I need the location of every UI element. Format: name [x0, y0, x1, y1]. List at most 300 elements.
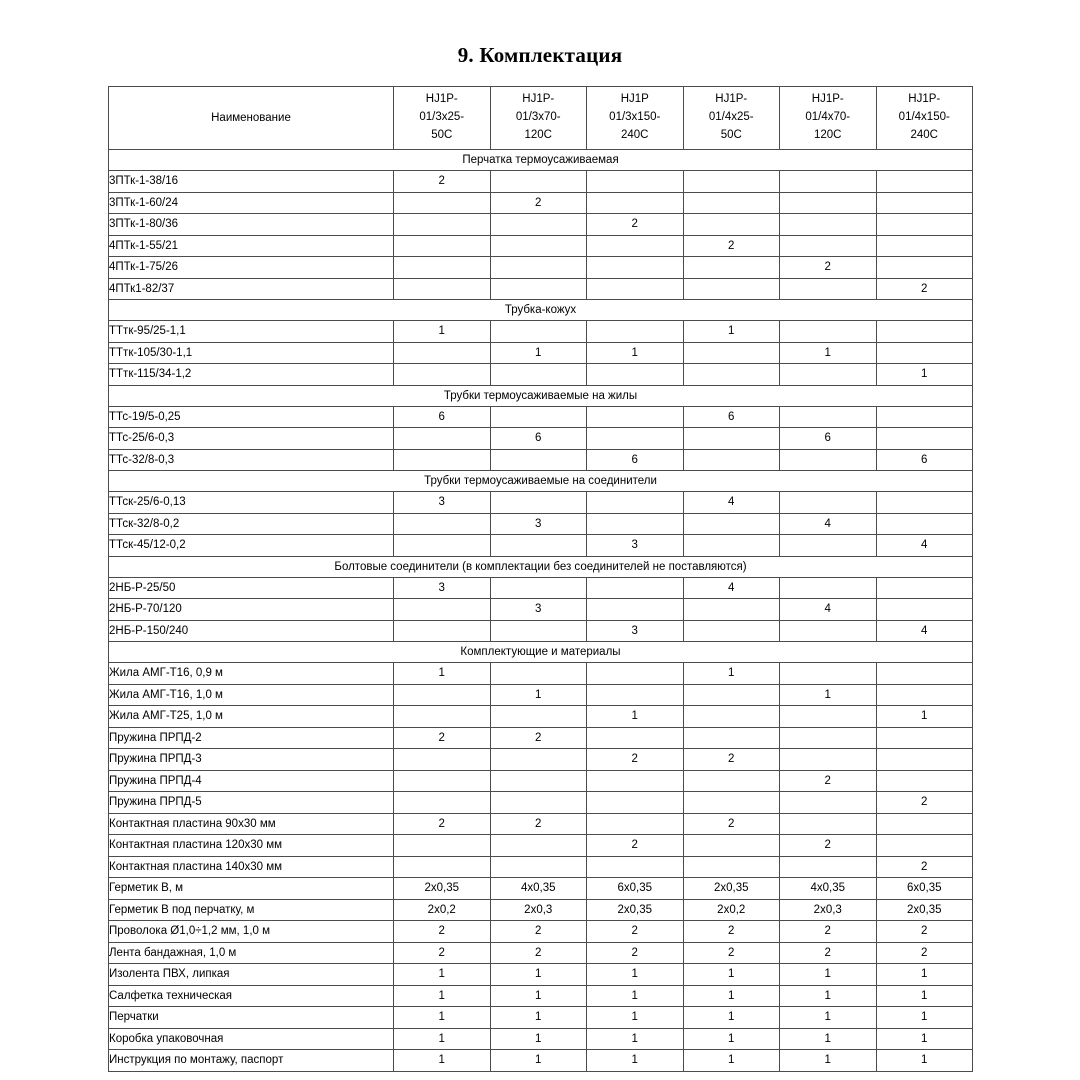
- row-quantity-cell: 1: [587, 1007, 684, 1029]
- row-item-name: ТТс-19/5-0,25: [109, 406, 394, 428]
- row-quantity-cell: [490, 171, 587, 193]
- section-header-label: Перчатка термоусаживаемая: [109, 150, 973, 171]
- row-quantity-cell: [394, 749, 491, 771]
- row-quantity-cell: 4x0,35: [490, 878, 587, 900]
- row-quantity-cell: [876, 428, 973, 450]
- column-header-line: 01/4x70-: [805, 111, 851, 124]
- row-quantity-cell: [780, 449, 877, 471]
- row-quantity-cell: 2: [394, 921, 491, 943]
- row-quantity-cell: 2: [394, 942, 491, 964]
- row-item-name: Проволока Ø1,0÷1,2 мм, 1,0 м: [109, 921, 394, 943]
- row-quantity-cell: [876, 492, 973, 514]
- row-quantity-cell: [394, 449, 491, 471]
- row-quantity-cell: [587, 428, 684, 450]
- row-quantity-cell: 6x0,35: [876, 878, 973, 900]
- row-quantity-cell: 2: [876, 278, 973, 300]
- row-quantity-cell: [394, 706, 491, 728]
- row-quantity-cell: 4: [780, 599, 877, 621]
- row-quantity-cell: [587, 492, 684, 514]
- row-quantity-cell: 1: [490, 1050, 587, 1072]
- row-quantity-cell: 4: [876, 620, 973, 642]
- row-quantity-cell: 2: [780, 921, 877, 943]
- row-quantity-cell: [587, 364, 684, 386]
- row-quantity-cell: [490, 535, 587, 557]
- section-header-label: Комплектующие и материалы: [109, 642, 973, 663]
- row-quantity-cell: 6: [876, 449, 973, 471]
- row-quantity-cell: 1: [587, 1050, 684, 1072]
- row-quantity-cell: 1: [876, 1007, 973, 1029]
- row-quantity-cell: [780, 706, 877, 728]
- row-quantity-cell: [780, 214, 877, 236]
- row-quantity-cell: [683, 364, 780, 386]
- row-quantity-cell: [587, 406, 684, 428]
- row-quantity-cell: 2x0,2: [394, 899, 491, 921]
- components-table: [108, 86, 973, 1072]
- row-quantity-cell: 1: [587, 985, 684, 1007]
- row-quantity-cell: 1: [876, 364, 973, 386]
- section-header-row: [109, 642, 973, 663]
- row-quantity-cell: [587, 257, 684, 279]
- table-row: [109, 257, 973, 279]
- table-row: [109, 749, 973, 771]
- column-header-line: 01/3x25-: [419, 111, 465, 124]
- row-quantity-cell: [490, 364, 587, 386]
- row-quantity-cell: 6: [490, 428, 587, 450]
- row-quantity-cell: [490, 620, 587, 642]
- row-quantity-cell: [876, 513, 973, 535]
- section-header-label: Трубка-кожух: [109, 300, 973, 321]
- column-header-line: HJ1P-: [811, 93, 844, 106]
- row-quantity-cell: [683, 684, 780, 706]
- row-quantity-cell: 2: [780, 257, 877, 279]
- row-quantity-cell: [394, 214, 491, 236]
- row-quantity-cell: 2: [587, 214, 684, 236]
- table-row: [109, 599, 973, 621]
- row-quantity-cell: 2: [683, 921, 780, 943]
- row-quantity-cell: [683, 171, 780, 193]
- column-header-line: 01/3x150-: [609, 111, 661, 124]
- table-row: [109, 171, 973, 193]
- row-quantity-cell: [490, 449, 587, 471]
- row-quantity-cell: 2: [780, 835, 877, 857]
- row-quantity-cell: [587, 856, 684, 878]
- row-quantity-cell: [394, 235, 491, 257]
- row-item-name: 4ПТк-1-75/26: [109, 257, 394, 279]
- table-row: [109, 192, 973, 214]
- row-quantity-cell: [587, 171, 684, 193]
- row-quantity-cell: 1: [780, 1050, 877, 1072]
- row-quantity-cell: 2x0,35: [683, 878, 780, 900]
- row-quantity-cell: [490, 214, 587, 236]
- row-quantity-cell: [876, 577, 973, 599]
- column-header-variant-6: [876, 87, 973, 150]
- row-item-name: Перчатки: [109, 1007, 394, 1029]
- row-quantity-cell: [683, 599, 780, 621]
- column-header-variant-4: [683, 87, 780, 150]
- row-quantity-cell: [683, 727, 780, 749]
- row-quantity-cell: [587, 321, 684, 343]
- row-quantity-cell: 1: [394, 1007, 491, 1029]
- row-item-name: ТТтк-105/30-1,1: [109, 342, 394, 364]
- table-row: [109, 342, 973, 364]
- row-quantity-cell: [780, 535, 877, 557]
- row-quantity-cell: [780, 278, 877, 300]
- table-row: [109, 235, 973, 257]
- row-quantity-cell: [780, 321, 877, 343]
- row-quantity-cell: 2x0,35: [394, 878, 491, 900]
- row-quantity-cell: [683, 792, 780, 814]
- row-quantity-cell: [683, 856, 780, 878]
- row-quantity-cell: 2: [394, 171, 491, 193]
- column-header-line: 240C: [910, 128, 938, 141]
- row-quantity-cell: 1: [780, 684, 877, 706]
- row-item-name: ТТск-25/6-0,13: [109, 492, 394, 514]
- row-quantity-cell: [394, 620, 491, 642]
- row-quantity-cell: 1: [780, 1007, 877, 1029]
- row-quantity-cell: [394, 599, 491, 621]
- row-quantity-cell: [490, 792, 587, 814]
- row-quantity-cell: [394, 684, 491, 706]
- row-item-name: Герметик В под перчатку, м: [109, 899, 394, 921]
- table-row: [109, 706, 973, 728]
- row-quantity-cell: [780, 620, 877, 642]
- row-quantity-cell: [780, 492, 877, 514]
- row-quantity-cell: [490, 321, 587, 343]
- column-header-variant-3: [587, 87, 684, 150]
- row-quantity-cell: [780, 192, 877, 214]
- row-quantity-cell: 2: [490, 727, 587, 749]
- row-quantity-cell: 2: [876, 856, 973, 878]
- row-quantity-cell: 2x0,3: [780, 899, 877, 921]
- row-quantity-cell: 3: [587, 535, 684, 557]
- table-row: [109, 856, 973, 878]
- row-quantity-cell: 3: [394, 577, 491, 599]
- row-quantity-cell: [683, 257, 780, 279]
- table-row: [109, 813, 973, 835]
- row-quantity-cell: [876, 599, 973, 621]
- row-quantity-cell: [876, 171, 973, 193]
- row-quantity-cell: 2: [683, 942, 780, 964]
- row-quantity-cell: 1: [876, 964, 973, 986]
- table-row: [109, 942, 973, 964]
- section-header-label: Трубки термоусаживаемые на жилы: [109, 385, 973, 406]
- row-quantity-cell: [490, 663, 587, 685]
- row-quantity-cell: 1: [394, 1028, 491, 1050]
- row-item-name: 4ПТк1-82/37: [109, 278, 394, 300]
- row-quantity-cell: [683, 192, 780, 214]
- row-quantity-cell: [587, 684, 684, 706]
- row-quantity-cell: [394, 792, 491, 814]
- row-quantity-cell: 1: [490, 1028, 587, 1050]
- row-quantity-cell: 1: [587, 706, 684, 728]
- row-quantity-cell: [683, 620, 780, 642]
- row-quantity-cell: [394, 342, 491, 364]
- row-quantity-cell: [490, 770, 587, 792]
- row-item-name: Контактная пластина 140x30 мм: [109, 856, 394, 878]
- row-item-name: ТТтк-95/25-1,1: [109, 321, 394, 343]
- row-item-name: Пружина ПРПД-5: [109, 792, 394, 814]
- column-header-variant-2: [490, 87, 587, 150]
- row-quantity-cell: [490, 835, 587, 857]
- row-quantity-cell: [876, 813, 973, 835]
- row-quantity-cell: [780, 364, 877, 386]
- row-quantity-cell: 1: [780, 985, 877, 1007]
- table-row: [109, 985, 973, 1007]
- row-quantity-cell: [780, 406, 877, 428]
- row-quantity-cell: [683, 535, 780, 557]
- column-header-variant-5: [780, 87, 877, 150]
- table-row: [109, 535, 973, 557]
- table-row: [109, 921, 973, 943]
- row-quantity-cell: 2: [876, 921, 973, 943]
- row-quantity-cell: [683, 214, 780, 236]
- row-quantity-cell: 1: [587, 964, 684, 986]
- table-row: [109, 214, 973, 236]
- row-quantity-cell: [876, 684, 973, 706]
- section-header-label: Трубки термоусаживаемые на соединители: [109, 471, 973, 492]
- table-row: [109, 835, 973, 857]
- row-quantity-cell: 4: [683, 577, 780, 599]
- table-row: [109, 513, 973, 535]
- page-title: 9. Комплектация: [457, 43, 623, 67]
- row-quantity-cell: [780, 577, 877, 599]
- row-item-name: 2НБ-Р-150/240: [109, 620, 394, 642]
- column-header-line: 01/4x25-: [708, 111, 754, 124]
- row-item-name: ТТс-32/8-0,3: [109, 449, 394, 471]
- row-quantity-cell: [683, 428, 780, 450]
- table-row: [109, 492, 973, 514]
- row-quantity-cell: 2: [683, 749, 780, 771]
- table-row: [109, 428, 973, 450]
- column-header-line: HJ1P-: [522, 93, 555, 106]
- row-quantity-cell: 1: [780, 1028, 877, 1050]
- row-quantity-cell: 2: [876, 792, 973, 814]
- table-row: [109, 278, 973, 300]
- row-quantity-cell: [780, 727, 877, 749]
- row-quantity-cell: 3: [587, 620, 684, 642]
- row-quantity-cell: 1: [490, 342, 587, 364]
- row-quantity-cell: 1: [394, 1050, 491, 1072]
- table-row: [109, 878, 973, 900]
- row-quantity-cell: 1: [490, 985, 587, 1007]
- row-item-name: ТТтк-115/34-1,2: [109, 364, 394, 386]
- row-quantity-cell: [780, 856, 877, 878]
- row-item-name: Контактная пластина 120x30 мм: [109, 835, 394, 857]
- row-quantity-cell: 6: [780, 428, 877, 450]
- column-header-line: HJ1P-: [908, 93, 941, 106]
- row-quantity-cell: [394, 535, 491, 557]
- row-quantity-cell: [490, 235, 587, 257]
- row-item-name: Лента бандажная, 1,0 м: [109, 942, 394, 964]
- column-header-variant-1: [394, 87, 491, 150]
- row-quantity-cell: [876, 257, 973, 279]
- section-header-row: [109, 150, 973, 171]
- row-quantity-cell: 1: [876, 706, 973, 728]
- row-quantity-cell: 1: [876, 1028, 973, 1050]
- row-quantity-cell: 2: [587, 749, 684, 771]
- row-quantity-cell: 1: [587, 1028, 684, 1050]
- row-quantity-cell: [394, 856, 491, 878]
- row-quantity-cell: 2: [490, 921, 587, 943]
- row-quantity-cell: 4: [876, 535, 973, 557]
- row-quantity-cell: 1: [490, 684, 587, 706]
- column-header-line: HJ1P-: [425, 93, 458, 106]
- section-header-label: Болтовые соединители (в комплектации без соединителей не поставляются): [109, 556, 973, 577]
- row-item-name: 3ПТк-1-80/36: [109, 214, 394, 236]
- row-quantity-cell: 1: [394, 964, 491, 986]
- row-quantity-cell: 1: [683, 964, 780, 986]
- row-item-name: Пружина ПРПД-4: [109, 770, 394, 792]
- row-quantity-cell: [587, 770, 684, 792]
- row-item-name: 3ПТк-1-60/24: [109, 192, 394, 214]
- row-quantity-cell: 1: [683, 1050, 780, 1072]
- row-quantity-cell: 2: [780, 942, 877, 964]
- row-quantity-cell: [876, 749, 973, 771]
- row-item-name: 2НБ-Р-70/120: [109, 599, 394, 621]
- row-quantity-cell: [683, 835, 780, 857]
- section-header-row: [109, 385, 973, 406]
- table-row: [109, 406, 973, 428]
- row-quantity-cell: [587, 663, 684, 685]
- table-row: [109, 964, 973, 986]
- row-quantity-cell: [490, 492, 587, 514]
- row-quantity-cell: 4x0,35: [780, 878, 877, 900]
- row-quantity-cell: [683, 449, 780, 471]
- column-header-line: 50C: [720, 128, 742, 141]
- table-row: [109, 684, 973, 706]
- row-quantity-cell: 1: [490, 1007, 587, 1029]
- row-quantity-cell: [876, 727, 973, 749]
- row-item-name: 2НБ-Р-25/50: [109, 577, 394, 599]
- row-quantity-cell: [587, 192, 684, 214]
- row-quantity-cell: [490, 749, 587, 771]
- row-quantity-cell: 3: [490, 513, 587, 535]
- row-quantity-cell: [394, 192, 491, 214]
- row-item-name: ТТс-25/6-0,3: [109, 428, 394, 450]
- row-quantity-cell: [780, 792, 877, 814]
- table-row: [109, 663, 973, 685]
- row-quantity-cell: 1: [587, 342, 684, 364]
- row-quantity-cell: [394, 278, 491, 300]
- column-header-line: 240C: [621, 128, 649, 141]
- row-quantity-cell: 4: [780, 513, 877, 535]
- table-row: [109, 364, 973, 386]
- row-quantity-cell: [587, 235, 684, 257]
- row-item-name: ТТск-32/8-0,2: [109, 513, 394, 535]
- row-quantity-cell: 2x0,3: [490, 899, 587, 921]
- row-quantity-cell: 1: [683, 985, 780, 1007]
- row-item-name: Жила АМГ-Т16, 1,0 м: [109, 684, 394, 706]
- column-header-line: HJ1P: [620, 93, 649, 106]
- row-quantity-cell: [587, 813, 684, 835]
- row-item-name: Пружина ПРПД-3: [109, 749, 394, 771]
- row-quantity-cell: 2: [876, 942, 973, 964]
- row-quantity-cell: 2: [490, 942, 587, 964]
- table-row: [109, 1007, 973, 1029]
- row-item-name: 3ПТк-1-38/16: [109, 171, 394, 193]
- section-header-row: [109, 300, 973, 321]
- row-quantity-cell: [876, 835, 973, 857]
- row-quantity-cell: [876, 235, 973, 257]
- table-row: [109, 899, 973, 921]
- row-item-name: Салфетка техническая: [109, 985, 394, 1007]
- row-quantity-cell: [876, 192, 973, 214]
- row-quantity-cell: 2: [780, 770, 877, 792]
- row-quantity-cell: [876, 342, 973, 364]
- row-quantity-cell: [394, 257, 491, 279]
- row-item-name: Инструкция по монтажу, паспорт: [109, 1050, 394, 1072]
- row-quantity-cell: [490, 856, 587, 878]
- row-quantity-cell: [876, 214, 973, 236]
- table-row: [109, 727, 973, 749]
- table-row: [109, 449, 973, 471]
- row-item-name: 4ПТк-1-55/21: [109, 235, 394, 257]
- row-quantity-cell: [780, 171, 877, 193]
- row-quantity-cell: 2: [490, 192, 587, 214]
- row-item-name: Жила АМГ-Т25, 1,0 м: [109, 706, 394, 728]
- row-quantity-cell: 3: [490, 599, 587, 621]
- row-quantity-cell: 2x0,35: [876, 899, 973, 921]
- table-row: [109, 620, 973, 642]
- row-item-name: Герметик В, м: [109, 878, 394, 900]
- table-row: [109, 792, 973, 814]
- table-row: [109, 770, 973, 792]
- row-quantity-cell: 1: [683, 1028, 780, 1050]
- row-quantity-cell: [780, 749, 877, 771]
- row-quantity-cell: [394, 513, 491, 535]
- column-header-line: 120C: [814, 128, 842, 141]
- row-quantity-cell: 3: [394, 492, 491, 514]
- row-quantity-cell: [490, 406, 587, 428]
- row-quantity-cell: 2: [587, 942, 684, 964]
- row-quantity-cell: 4: [683, 492, 780, 514]
- row-quantity-cell: 2: [587, 921, 684, 943]
- row-quantity-cell: 1: [683, 663, 780, 685]
- row-quantity-cell: 1: [394, 663, 491, 685]
- table-row: [109, 321, 973, 343]
- row-item-name: ТТск-45/12-0,2: [109, 535, 394, 557]
- row-quantity-cell: [587, 513, 684, 535]
- row-quantity-cell: [876, 406, 973, 428]
- row-quantity-cell: 2: [394, 813, 491, 835]
- table-row: [109, 1050, 973, 1072]
- row-quantity-cell: [394, 428, 491, 450]
- section-header-row: [109, 471, 973, 492]
- column-header-line: HJ1P-: [715, 93, 748, 106]
- row-quantity-cell: 6: [394, 406, 491, 428]
- column-header-name: Наименование: [109, 87, 394, 150]
- header-row: [109, 87, 973, 150]
- column-header-line: 01/3x70-: [515, 111, 561, 124]
- row-quantity-cell: [683, 342, 780, 364]
- row-item-name: Жила АМГ-Т16, 0,9 м: [109, 663, 394, 685]
- row-quantity-cell: [876, 770, 973, 792]
- row-quantity-cell: [394, 770, 491, 792]
- table-row: [109, 577, 973, 599]
- row-quantity-cell: [587, 577, 684, 599]
- row-quantity-cell: 1: [876, 1050, 973, 1072]
- row-quantity-cell: [587, 792, 684, 814]
- row-quantity-cell: [587, 599, 684, 621]
- row-quantity-cell: 1: [490, 964, 587, 986]
- row-quantity-cell: 1: [876, 985, 973, 1007]
- row-quantity-cell: 6x0,35: [587, 878, 684, 900]
- row-quantity-cell: [876, 663, 973, 685]
- row-quantity-cell: 2: [683, 235, 780, 257]
- row-item-name: Пружина ПРПД-2: [109, 727, 394, 749]
- row-item-name: Коробка упаковочная: [109, 1028, 394, 1050]
- row-quantity-cell: [394, 835, 491, 857]
